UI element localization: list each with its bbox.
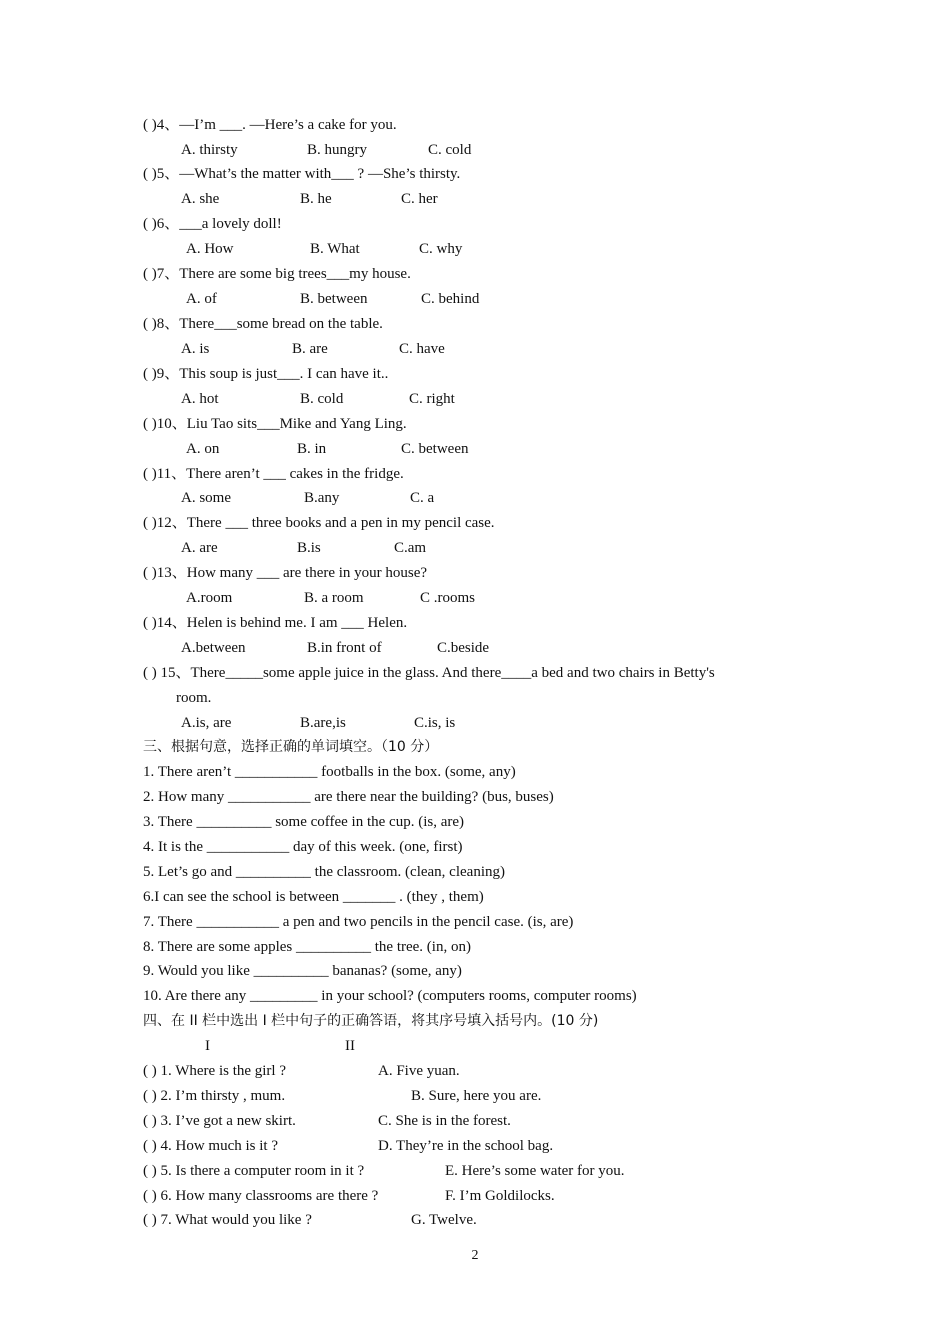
column-ii-header: II	[345, 1038, 355, 1054]
fill-item-9: 9. Would you like __________ bananas? (some, any)	[143, 963, 462, 979]
question-7-option-b: B. between	[300, 291, 368, 307]
question-9-option-c: C. right	[409, 391, 455, 407]
match-left-4: ( ) 4. How much is it ?	[143, 1138, 278, 1154]
fill-item-6: 6.I can see the school is between _______ . (they , them)	[143, 889, 484, 905]
question-7-stem: ( )7、There are some big trees___my house.	[143, 266, 411, 282]
question-4-option-a: A. thirsty	[181, 142, 238, 158]
question-6-stem: ( )6、___a lovely doll!	[143, 216, 282, 232]
question-11-option-c: C. a	[410, 490, 435, 506]
question-13-option-a: A.room	[186, 590, 233, 606]
question-14-option-b: B.in front of	[307, 640, 382, 656]
question-10-option-a: A. on	[186, 441, 220, 457]
match-right-g: G. Twelve.	[411, 1212, 477, 1228]
question-10-option-b: B. in	[297, 441, 327, 457]
question-6-option-c: C. why	[419, 241, 463, 257]
question-14-stem: ( )14、Helen is behind me. I am ___ Helen.	[143, 615, 408, 631]
match-right-e: E. Here’s some water for you.	[445, 1163, 625, 1179]
question-8-option-b: B. are	[292, 341, 328, 357]
question-12-option-b: B.is	[297, 540, 321, 556]
question-8-option-a: A. is	[181, 341, 210, 357]
question-15-option-c: C.is, is	[414, 715, 456, 731]
column-i-header: I	[205, 1038, 210, 1054]
match-left-2: ( ) 2. I’m thirsty , mum.	[143, 1088, 286, 1104]
question-7-option-c: C. behind	[421, 291, 480, 307]
question-8-option-c: C. have	[399, 341, 445, 357]
question-4-option-b: B. hungry	[307, 142, 367, 158]
question-4-stem: ( )4、—I’m ___. —Here’s a cake for you.	[143, 117, 397, 133]
question-12-option-c: C.am	[394, 540, 427, 556]
match-left-5: ( ) 5. Is there a computer room in it ?	[143, 1163, 365, 1179]
question-15-option-a: A.is, are	[181, 715, 232, 731]
match-right-c: C. She is in the forest.	[378, 1113, 511, 1129]
fill-item-8: 8. There are some apples __________ the tree. (in, on)	[143, 939, 471, 955]
match-left-3: ( ) 3. I’ve got a new skirt.	[143, 1113, 296, 1129]
fill-item-10: 10. Are there any _________ in your school? (computers rooms, computer rooms)	[143, 988, 637, 1004]
question-15-stem-continued: room.	[176, 690, 212, 706]
question-11-stem: ( )11、There aren’t ___ cakes in the fridge.	[143, 466, 404, 482]
fill-item-5: 5. Let’s go and __________ the classroom. (clean, cleaning)	[143, 864, 505, 880]
question-9-stem: ( )9、This soup is just___. I can have it..	[143, 366, 389, 382]
question-14-option-a: A.between	[181, 640, 246, 656]
match-left-7: ( ) 7. What would you like ?	[143, 1212, 312, 1228]
question-4-option-c: C. cold	[428, 142, 472, 158]
fill-item-4: 4. It is the ___________ day of this week. (one, first)	[143, 839, 463, 855]
question-11-option-a: A. some	[181, 490, 231, 506]
question-5-option-a: A. she	[181, 191, 220, 207]
question-12-stem: ( )12、There ___ three books and a pen in my pencil case.	[143, 515, 495, 531]
fill-item-7: 7. There ___________ a pen and two pencils in the pencil case. (is, are)	[143, 914, 574, 930]
question-5-option-b: B. he	[300, 191, 332, 207]
question-9-option-a: A. hot	[181, 391, 219, 407]
page-number: 2	[471, 1248, 479, 1263]
question-9-option-b: B. cold	[300, 391, 344, 407]
match-right-a: A. Five yuan.	[378, 1063, 460, 1079]
fill-item-2: 2. How many ___________ are there near the building? (bus, buses)	[143, 789, 554, 805]
question-15-stem: ( ) 15、There_____some apple juice in the glass. And there____a bed and two chairs in Betty's	[143, 665, 715, 681]
question-5-stem: ( )5、—What’s the matter with___ ? —She’s thirsty.	[143, 166, 461, 182]
section-4-heading: 四、在 II 栏中选出 I 栏中句子的正确答语，将其序号填入括号内。(10 分)	[143, 1013, 599, 1029]
question-13-stem: ( )13、How many ___ are there in your house?	[143, 565, 428, 581]
fill-item-1: 1. There aren’t ___________ footballs in the box. (some, any)	[143, 764, 516, 780]
fill-item-3: 3. There __________ some coffee in the cup. (is, are)	[143, 814, 465, 830]
question-5-option-c: C. her	[401, 191, 438, 207]
match-right-b: B. Sure, here you are.	[411, 1088, 542, 1104]
question-14-option-c: C.beside	[437, 640, 490, 656]
match-left-1: ( ) 1. Where is the girl ?	[143, 1063, 287, 1079]
question-15-option-b: B.are,is	[300, 715, 346, 731]
question-11-option-b: B.any	[304, 490, 340, 506]
question-6-option-b: B. What	[310, 241, 360, 257]
question-12-option-a: A. are	[181, 540, 218, 556]
question-6-option-a: A. How	[186, 241, 234, 257]
question-7-option-a: A. of	[186, 291, 217, 307]
match-right-d: D. They’re in the school bag.	[378, 1138, 554, 1154]
question-13-option-b: B. a room	[304, 590, 364, 606]
question-10-option-c: C. between	[401, 441, 469, 457]
question-8-stem: ( )8、There___some bread on the table.	[143, 316, 383, 332]
match-left-6: ( ) 6. How many classrooms are there ?	[143, 1188, 379, 1204]
match-right-f: F. I’m Goldilocks.	[445, 1188, 555, 1204]
question-10-stem: ( )10、Liu Tao sits___Mike and Yang Ling.	[143, 416, 407, 432]
question-13-option-c: C .rooms	[420, 590, 476, 606]
section-3-heading: 三、根据句意，选择正确的单词填空。（10 分）	[143, 739, 439, 755]
